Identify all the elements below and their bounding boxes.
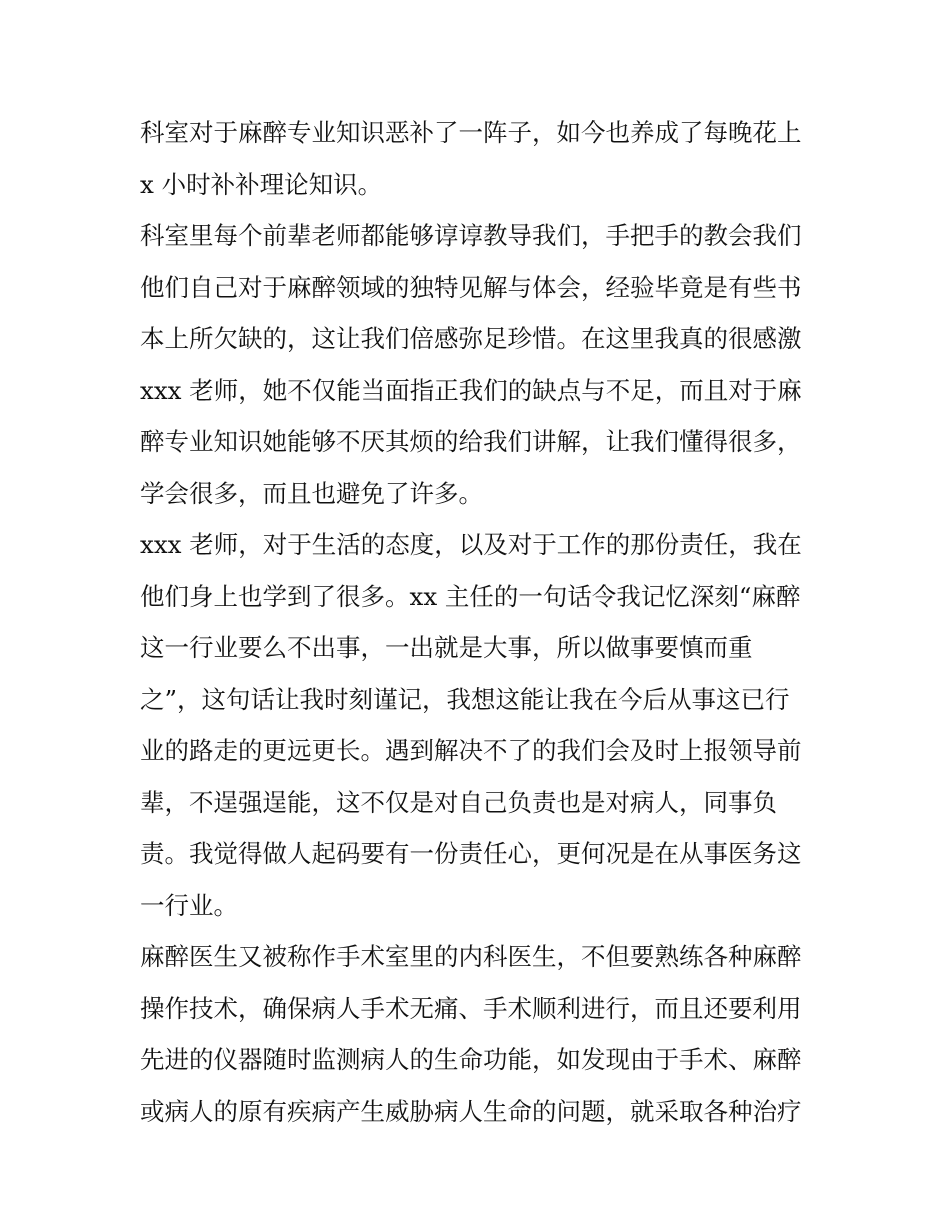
text-line: 先进的仪器随时监测病人的生命功能，如发现由于手术、麻醉 [140, 1045, 802, 1074]
text-line: 业的路走的更远更长。遇到解决不了的我们会及时上报领导前 [140, 736, 802, 765]
text-line: 或病人的原有疾病产生威胁病人生命的问题，就采取各种治疗 [140, 1096, 802, 1126]
text-line: xxx 老师，她不仅能当面指正我们的缺点与不足，而且对于麻 [140, 375, 802, 405]
text-line: 他们自己对于麻醉领域的独特见解与体会，经验毕竟是有些书 [140, 272, 802, 302]
text-line: 科室里每个前辈老师都能够谆谆教导我们，手把手的教会我们 [140, 221, 802, 250]
text-line: 麻醉医生又被称作手术室里的内科医生，不但要熟练各种麻醉 [140, 942, 802, 971]
text-line: 操作技术，确保病人手术无痛、手术顺利进行，而且还要利用 [140, 993, 802, 1023]
text-line: 辈，不逞强逞能，这不仅是对自己负责也是对病人，同事负 [140, 787, 777, 817]
text-line: 科室对于麻醉专业知识恶补了一阵子，如今也养成了每晚花上 [140, 118, 802, 147]
text-line: 之”，这句话让我时刻谨记，我想这能让我在今后从事这已行 [140, 684, 790, 714]
text-line: 醉专业知识她能够不厌其烦的给我们讲解，让我们懂得很多， [140, 427, 802, 456]
text-line: xxx 老师，对于生活的态度，以及对于工作的那份责任，我在 [140, 530, 802, 559]
text-line: 他们身上也学到了很多。xx 主任的一句话令我记忆深刻“麻醉 [140, 581, 801, 611]
text-line: 责。我觉得做人起码要有一份责任心，更何况是在从事医务这 [140, 839, 802, 868]
document-body [140, 107, 820, 1137]
text-line: 一行业。 [140, 890, 238, 920]
text-line: x 小时补补理论知识。 [140, 169, 383, 199]
text-line: 本上所欠缺的，这让我们倍感弥足珍惜。在这里我真的很感激 [140, 324, 802, 353]
text-line: 学会很多，而且也避免了许多。 [140, 478, 483, 508]
text-line: 这一行业要么不出事，一出就是大事，所以做事要慎而重 [140, 633, 753, 662]
